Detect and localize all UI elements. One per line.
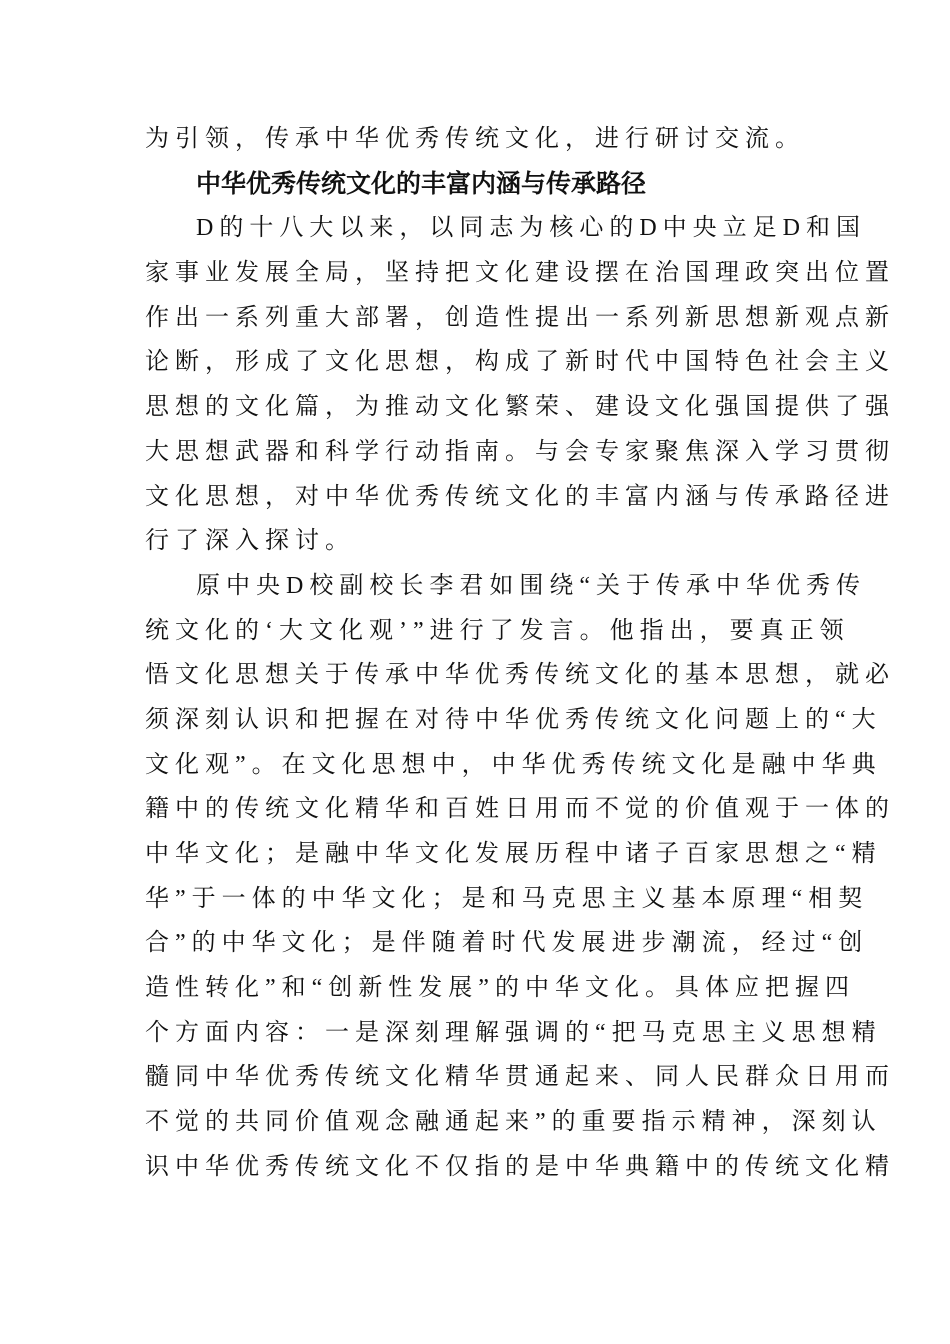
- document-page: [145, 117, 895, 1190]
- text-line: 籍中的传统文化精华和百姓日用而不觉的价值观于一体的: [145, 796, 895, 823]
- paragraph-2: [145, 564, 895, 1190]
- text-line: 造性转化”和“创新性发展”的中华文化。具体应把握四: [145, 975, 855, 1002]
- text-line: 合”的中华文化；是伴随着时代发展进步潮流，经过“创: [145, 930, 869, 957]
- text-line: 中华文化；是融中华文化发展历程中诸子百家思想之“精: [145, 841, 882, 867]
- text-line: 华”于一体的中华文化；是和马克思主义基本原理“相契: [145, 885, 869, 912]
- text-line: 识中华优秀传统文化不仅指的是中华典籍中的传统文化精: [145, 1153, 895, 1180]
- paragraph-1: [145, 206, 895, 564]
- text-line: 思想的文化篇，为推动文化繁荣、建设文化强国提供了强: [145, 394, 895, 421]
- text-line: D的十八大以来，以同志为核心的D中央立足D和国: [196, 215, 866, 242]
- text-line: 文化观”。在文化思想中，中华优秀传统文化是融中华典: [145, 751, 882, 778]
- text-line: 家事业发展全局，坚持把文化建设摆在治国理政突出位置: [145, 260, 895, 287]
- text-line: 论断，形成了文化思想，构成了新时代中国特色社会主义: [145, 349, 895, 376]
- text-line: 文化思想，对中华优秀传统文化的丰富内涵与传承路径进: [145, 483, 895, 510]
- section-heading: 中华优秀传统文化的丰富内涵与传承路径: [196, 168, 647, 198]
- text-line: 大思想武器和科学行动指南。与会专家聚焦深入学习贯彻: [145, 438, 895, 465]
- text-line: 原中央D校副校长李君如围绕“关于传承中华优秀传: [196, 572, 866, 599]
- intro-line: 为引领，传承中华优秀传统文化，进行研讨交流。: [145, 126, 805, 152]
- text-line: 髓同中华优秀传统文化精华贯通起来、同人民群众日用而: [145, 1064, 895, 1091]
- text-line: 行了深入探讨。: [145, 528, 355, 555]
- text-line: 统文化的‘大文化观’”进行了发言。他指出，要真正领: [145, 617, 850, 644]
- text-line: 悟文化思想关于传承中华优秀传统文化的基本思想，就必: [145, 662, 895, 689]
- text-line: 须深刻认识和把握在对待中华优秀传统文化问题上的“大: [145, 706, 882, 733]
- text-line: 作出一系列重大部署，创造性提出一系列新思想新观点新: [145, 304, 895, 331]
- text-line: 个方面内容：一是深刻理解强调的“把马克思主义思想精: [145, 1019, 882, 1046]
- text-line: 不觉的共同价值观念融通起来”的重要指示精神，深刻认: [145, 1109, 882, 1136]
